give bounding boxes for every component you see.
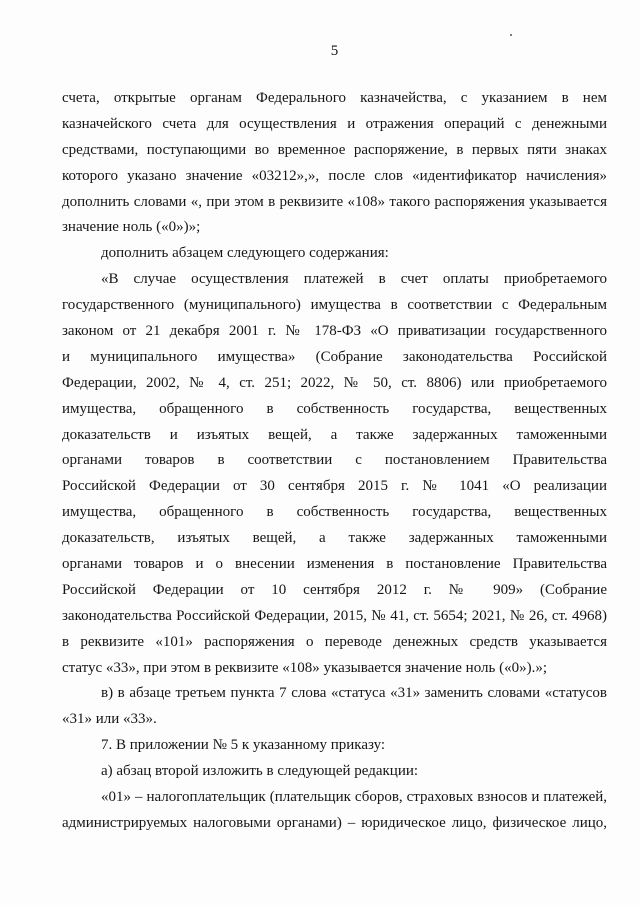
paragraph: [62, 759, 607, 785]
text-line: статус «33», при этом в реквизите «108» указывается значение ноль («0»).»;: [62, 659, 547, 676]
paragraph: [62, 785, 607, 837]
text-line: доказательств, изъятых вещей, а также задержанных таможенными: [62, 530, 607, 547]
text-line: администрируемых налоговыми органами) – юридическое лицо, физическое лицо,: [62, 814, 607, 831]
paragraph: [62, 681, 607, 733]
text-line: и муниципального имущества» (Собрание законодательства Российской: [62, 348, 607, 365]
text-line: средствами, поступающими во временное распоряжение, в первых пяти знаках: [62, 141, 607, 158]
text-line: законом от 21 декабря 2001 г. № 178-ФЗ «О приватизации государственного: [62, 323, 607, 340]
text-line: «В случае осуществления платежей в счет оплаты приобретаемого: [101, 271, 607, 288]
text-line: в реквизите «101» распоряжения о переводе денежных средств указывается: [62, 633, 607, 650]
text-line: в) в абзаце третьем пункта 7 слова «статуса «31» заменить словами «статусов: [101, 685, 607, 702]
text-line: имущества, обращенного в собственность государства, вещественных: [62, 400, 607, 417]
paragraph: [62, 267, 607, 681]
text-line: органами товаров в соответствии с постановлением Правительства: [62, 452, 607, 469]
text-line: дополнить абзацем следующего содержания:: [101, 245, 389, 262]
text-line: дополнить словами «, при этом в реквизите «108» такого распоряжения указывается: [62, 193, 607, 210]
scan-speck: [510, 34, 512, 36]
paragraph: [62, 86, 607, 241]
text-line: казначейского счета для осуществления и отражения операций с денежными: [62, 115, 607, 132]
text-line: имущества, обращенного в собственность государства, вещественных: [62, 504, 607, 521]
text-line: доказательств и изъятых вещей, а также задержанных таможенными: [62, 426, 607, 443]
document-body: [62, 86, 607, 837]
paragraph: [62, 241, 607, 267]
text-line: значение ноль («0»)»;: [62, 219, 201, 236]
text-line: «31» или «33».: [62, 711, 157, 728]
text-line: 7. В приложении № 5 к указанному приказу:: [101, 737, 386, 754]
text-line: счета, открытые органам Федерального казначейства, с указанием в нем: [62, 90, 607, 106]
paragraph: [62, 733, 607, 759]
page-number: 5: [330, 43, 339, 59]
text-line: «01» – налогоплательщик (плательщик сборов, страховых взносов и платежей,: [101, 789, 607, 806]
text-line: которого указано значение «03212»,», после слов «идентификатор начисления»: [62, 167, 607, 184]
text-line: законодательства Российской Федерации, 2015, № 41, ст. 5654; 2021, № 26, ст. 4968): [62, 607, 607, 624]
text-line: а) абзац второй изложить в следующей редакции:: [101, 763, 419, 780]
text-line: Российской Федерации от 30 сентября 2015 г. № 1041 «О реализации: [62, 478, 607, 495]
text-line: государственного (муниципального) имущества в соответствии с Федеральным: [62, 297, 607, 314]
text-line: Российской Федерации от 10 сентября 2012 г. № 909» (Собрание: [62, 581, 607, 598]
text-line: органами товаров и о внесении изменения в постановление Правительства: [62, 556, 607, 573]
text-line: Федерации, 2002, № 4, ст. 251; 2022, № 50, ст. 8806) или приобретаемого: [62, 374, 607, 391]
